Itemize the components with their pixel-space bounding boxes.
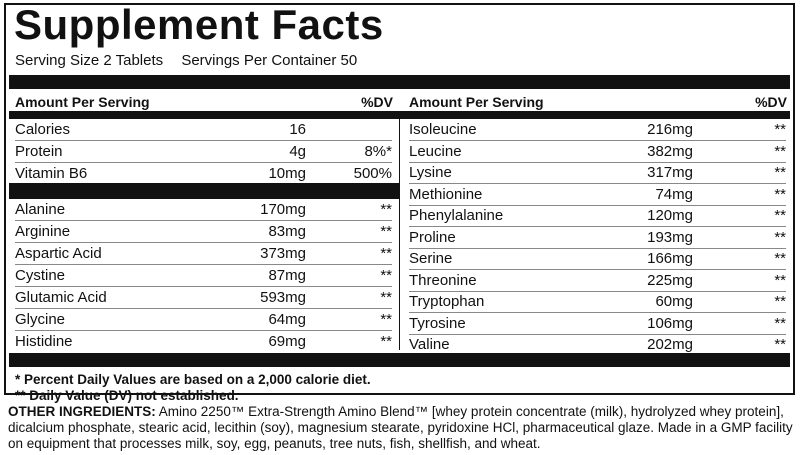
amino-name: Valine bbox=[409, 336, 450, 353]
amino-row-leucine bbox=[409, 141, 786, 163]
nutrient-name: Vitamin B6 bbox=[15, 165, 88, 182]
amino-name: Glutamic Acid bbox=[15, 289, 107, 306]
amino-name: Aspartic Acid bbox=[15, 245, 102, 262]
servings-per-container: Servings Per Container 50 bbox=[181, 52, 358, 69]
amino-row-serine bbox=[409, 248, 786, 270]
amino-dv: ** bbox=[774, 336, 786, 353]
nutrient-row-calories bbox=[15, 119, 392, 141]
amino-name: Lysine bbox=[409, 164, 452, 181]
amino-name: Proline bbox=[409, 228, 456, 246]
amino-amount: 106mg bbox=[647, 314, 693, 332]
amino-row-methionine bbox=[409, 184, 786, 206]
ingredients-label: OTHER INGREDIENTS: bbox=[8, 404, 156, 419]
left-amount-header: Amount Per Serving bbox=[15, 94, 150, 110]
amino-amount: 74mg bbox=[655, 185, 693, 203]
amino-name: Arginine bbox=[15, 223, 71, 240]
amino-name: Tyrosine bbox=[409, 314, 466, 332]
amino-dv: ** bbox=[774, 185, 786, 203]
panel-title: Supplement Facts bbox=[14, 1, 384, 48]
amino-amount: 193mg bbox=[647, 228, 693, 246]
amino-dv: ** bbox=[774, 121, 786, 138]
footnote-dv-not-established: ** Daily Value (DV) not established. bbox=[15, 388, 239, 403]
amino-row-proline bbox=[409, 227, 786, 249]
amino-dv: ** bbox=[380, 245, 392, 262]
amino-dv: ** bbox=[380, 333, 392, 350]
rule-under-headers bbox=[9, 111, 790, 119]
amino-dv: ** bbox=[380, 311, 392, 328]
serving-info bbox=[15, 52, 371, 69]
other-ingredients bbox=[8, 404, 798, 452]
amino-row-glycine bbox=[15, 309, 392, 331]
amino-amount: 317mg bbox=[647, 164, 693, 181]
left-amino-section bbox=[15, 199, 392, 353]
amino-name: Cystine bbox=[15, 267, 66, 284]
amino-amount: 83mg bbox=[268, 223, 306, 240]
amino-dv: ** bbox=[774, 207, 786, 224]
amino-amount: 225mg bbox=[647, 271, 693, 289]
amino-row-alanine bbox=[15, 199, 392, 221]
amino-row-aspartic-acid bbox=[15, 243, 392, 265]
footnote-dv-basis: * Percent Daily Values are based on a 2,000 calorie diet. bbox=[15, 372, 371, 387]
amino-row-threonine bbox=[409, 270, 786, 292]
amino-name: Serine bbox=[409, 250, 453, 267]
amino-amount: 64mg bbox=[268, 311, 306, 328]
amino-row-histidine bbox=[15, 331, 392, 353]
amino-dv: ** bbox=[774, 164, 786, 181]
amino-dv: ** bbox=[774, 250, 786, 267]
left-dv-header: %DV bbox=[361, 94, 393, 110]
ingredients-text: Amino 2250™ Extra-Strength Amino Blend™ [whey protein concentrate (milk), hydrolyzed whey protein], dicalcium phosphate, stearic acid, lecithin (soy), magnesium stearate, pyridoxine HCl, pharmaceutical glaze. Made in a GMP facility on equipment that processes milk, soy, egg, peanuts, tree nuts, fish, shellfish, and wheat. bbox=[8, 404, 793, 451]
nutrient-amount: 16 bbox=[289, 121, 306, 138]
amino-amount: 120mg bbox=[647, 207, 693, 224]
amino-dv: ** bbox=[774, 293, 786, 310]
amino-row-tyrosine bbox=[409, 313, 786, 335]
left-mid-rule bbox=[9, 183, 399, 199]
amino-dv: ** bbox=[774, 142, 786, 160]
amino-name: Isoleucine bbox=[409, 121, 477, 138]
amino-amount: 593mg bbox=[260, 289, 306, 306]
right-amino-section bbox=[409, 119, 786, 355]
amino-name: Glycine bbox=[15, 311, 66, 328]
footnotes bbox=[15, 372, 371, 404]
amino-amount: 69mg bbox=[268, 333, 306, 350]
amino-name: Methionine bbox=[409, 185, 483, 203]
amino-row-phenylalanine bbox=[409, 205, 786, 227]
amino-dv: ** bbox=[380, 289, 392, 306]
thick-rule-top bbox=[9, 75, 790, 89]
right-column-header bbox=[409, 92, 787, 112]
amino-dv: ** bbox=[380, 267, 392, 284]
right-amount-header: Amount Per Serving bbox=[409, 94, 544, 110]
nutrient-row-protein bbox=[15, 141, 392, 163]
nutrient-amount: 4g bbox=[289, 143, 306, 160]
serving-size: Serving Size 2 Tablets bbox=[15, 52, 164, 69]
amino-dv: ** bbox=[774, 314, 786, 332]
nutrient-amount: 10mg bbox=[268, 165, 306, 182]
amino-amount: 202mg bbox=[647, 336, 693, 353]
right-dv-header: %DV bbox=[755, 94, 787, 110]
amino-name: Tryptophan bbox=[409, 293, 485, 310]
amino-amount: 60mg bbox=[655, 293, 693, 310]
amino-dv: ** bbox=[380, 201, 392, 218]
left-column-header bbox=[15, 92, 393, 112]
amino-amount: 87mg bbox=[268, 267, 306, 284]
nutrient-name: Calories bbox=[15, 121, 71, 138]
supplement-facts-panel bbox=[4, 1, 795, 403]
amino-row-isoleucine bbox=[409, 119, 786, 141]
amino-name: Phenylalanine bbox=[409, 207, 504, 224]
amino-row-glutamic-acid bbox=[15, 287, 392, 309]
left-top-section bbox=[15, 119, 392, 183]
amino-row-tryptophan bbox=[409, 291, 786, 313]
amino-amount: 216mg bbox=[647, 121, 693, 138]
amino-dv: ** bbox=[380, 223, 392, 240]
amino-dv: ** bbox=[774, 271, 786, 289]
nutrient-name: Protein bbox=[15, 143, 63, 160]
thick-rule-bottom bbox=[9, 353, 790, 367]
amino-amount: 170mg bbox=[260, 201, 306, 218]
amino-amount: 373mg bbox=[260, 245, 306, 262]
nutrient-dv: 500% bbox=[353, 165, 392, 182]
amino-row-lysine bbox=[409, 162, 786, 184]
amino-name: Threonine bbox=[409, 271, 477, 289]
column-divider bbox=[399, 119, 400, 350]
nutrient-row-vitamin-b6 bbox=[15, 163, 392, 185]
amino-name: Leucine bbox=[409, 142, 462, 160]
amino-name: Histidine bbox=[15, 333, 73, 350]
amino-amount: 166mg bbox=[647, 250, 693, 267]
amino-amount: 382mg bbox=[647, 142, 693, 160]
nutrient-dv: 8%* bbox=[364, 143, 392, 160]
amino-row-arginine bbox=[15, 221, 392, 243]
amino-dv: ** bbox=[774, 228, 786, 246]
amino-row-cystine bbox=[15, 265, 392, 287]
amino-name: Alanine bbox=[15, 201, 66, 218]
